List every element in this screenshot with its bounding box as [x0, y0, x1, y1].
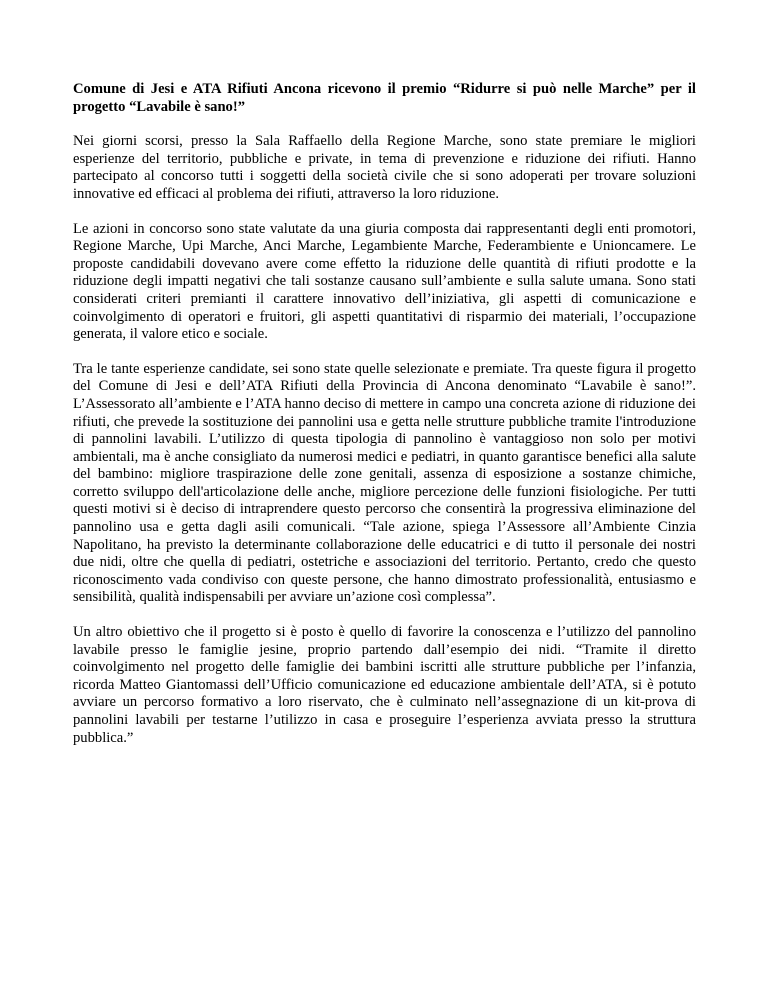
- document-page: [73, 81, 696, 764]
- paragraph-2: Le azioni in concorso sono state valutate da una giuria composta dai rappresentanti degli enti promotori, Regione Marche, Upi Marche, Anci Marche, Legambiente Marche, Federambiente e Unioncamere. Le proposte candidabili dovevano avere come effetto la riduzione delle quantità di rifiuti prodotte e la riduzione degli impatti negativi che tali sostanze causano sull’ambiente e sulla salute umana. Sono stati considerati criteri premianti il carattere innovativo dell’iniziativa, gli aspetti di comunicazione e coinvolgimento di operatori e fruitori, gli aspetti quantitativi di risparmio dei materiali, l’occupazione generata, il valore etico e sociale.: [73, 220, 696, 343]
- paragraph-3: Tra le tante esperienze candidate, sei sono state quelle selezionate e premiate. Tra queste figura il progetto del Comune di Jesi e dell’ATA Rifiuti della Provincia di Ancona denominato “Lavabile è sano!”. L’Assessorato all’ambiente e l’ATA hanno deciso di mettere in campo una concreta azione di riduzione dei rifiuti, che prevede la sostituzione dei pannolini usa e getta nelle strutture pubbliche tramite l'introduzione di pannolini lavabili. L’utilizzo di questa tipologia di pannolino è vantaggioso non solo per motivi ambientali, ma è anche consigliato da numerosi medici e pediatri, in quanto garantisce benefici alla salute del bambino: migliore traspirazione delle zone genitali, assenza di esposizione a sostanze chimiche, corretto sviluppo dell'articolazione delle anche, migliore percezione delle funzioni fisiologiche. Per tutti questi motivi si è deciso di intraprendere questo percorso che consentirà la progressiva eliminazione del pannolino usa e getta dagli asili comunicali. “Tale azione, spiega l’Assessore all’Ambiente Cinzia Napolitano, ha previsto la determinante collaborazione delle educatrici e di tutto il personale dei nostri due nidi, oltre che quella di pediatri, ostetriche e associazioni del territorio. Pertanto, credo che questo riconoscimento vada condiviso con queste persone, che hanno dimostrato professionalità, entusiasmo e sensibilità, qualità indispensabili per avviare un’azione così complessa”.: [73, 360, 696, 606]
- paragraph-1: Nei giorni scorsi, presso la Sala Raffaello della Regione Marche, sono state premiare le migliori esperienze del territorio, pubbliche e private, in tema di prevenzione e riduzione dei rifiuti. Hanno partecipato al concorso tutti i soggetti della società civile che si sono adoperati per trovare soluzioni innovative ed efficaci al problema dei rifiuti, attraverso la loro riduzione.: [73, 133, 696, 202]
- paragraph-4: Un altro obiettivo che il progetto si è posto è quello di favorire la conoscenza e l’utilizzo del pannolino lavabile presso le famiglie jesine, proprio partendo dall’esempio dei nidi. “Tramite il diretto coinvolgimento nel progetto delle famiglie dei bambini iscritti alle strutture pubbliche per l’infanzia, ricorda Matteo Giantomassi dell’Ufficio comunicazione ed educazione ambientale dell’ATA, si è potuto avviare un percorso formativo a loro riservato, che è culminato nell’assegnazione di un kit-prova di pannolini lavabili per testarne l’utilizzo in casa e proseguire l’esperienza avviata presso la struttura pubblica.”: [73, 624, 696, 746]
- document-title: Comune di Jesi e ATA Rifiuti Ancona ricevono il premio “Ridurre si può nelle Marche” per il progetto “Lavabile è sano!”: [73, 81, 696, 115]
